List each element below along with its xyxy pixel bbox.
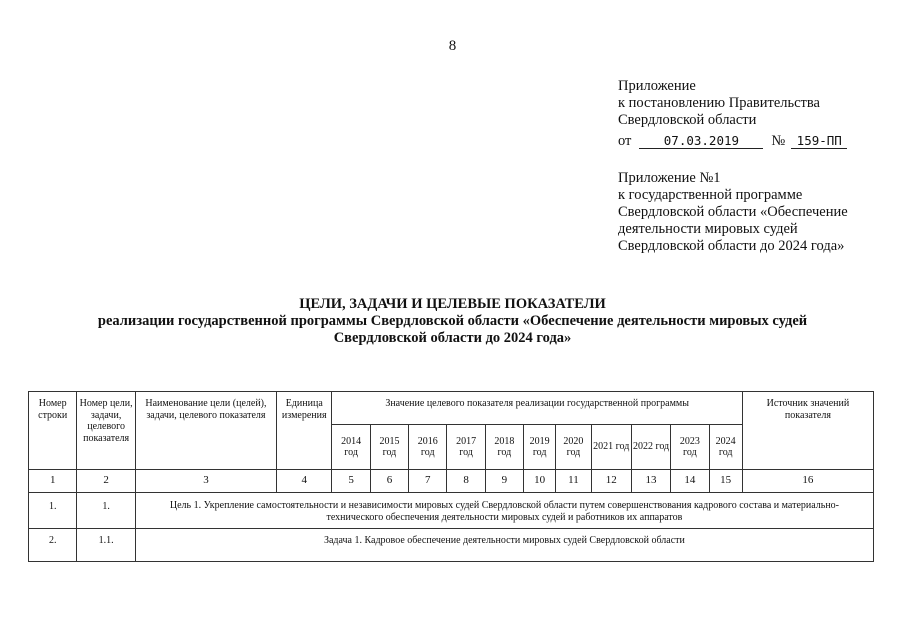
number-sign: № <box>771 133 786 149</box>
title-line: реализации государственной программы Свердловской области «Обеспечение деятельности мировых судей <box>97 313 808 329</box>
header-unit: Единица измерения <box>277 392 332 470</box>
year-cell: 2020 год <box>556 425 591 470</box>
appendix-resolution-line: к постановлению Правительства <box>618 95 820 111</box>
year-cell: 2023 год <box>671 425 709 470</box>
appendix-date-line <box>618 133 847 150</box>
table-row <box>29 529 874 562</box>
table-row <box>29 493 874 529</box>
appendix-program-line: Свердловской области до 2024 года» <box>618 238 845 254</box>
title-line: ЦЕЛИ, ЗАДАЧИ И ЦЕЛЕВЫЕ ПОКАЗАТЕЛИ <box>299 296 606 312</box>
column-number: 12 <box>591 470 631 493</box>
column-number: 5 <box>332 470 370 493</box>
appendix-region-line: Свердловской области <box>618 112 757 128</box>
date-prefix: от <box>618 133 632 149</box>
year-cell: 2014 год <box>332 425 370 470</box>
column-number: 14 <box>671 470 709 493</box>
column-number-row <box>29 470 874 493</box>
column-number: 2 <box>77 470 135 493</box>
header-row-number: Номер строки <box>29 392 77 470</box>
goal-text: Цель 1. Укрепление самостоятельности и независимости мировых судей Свердловской области путем совершенствования кадрового состава и материально-технического обеспечения деятельности мировых судей и работников их аппаратов <box>135 493 873 529</box>
column-number: 7 <box>409 470 447 493</box>
header-row <box>29 392 874 425</box>
resolution-number: 159-ПП <box>791 134 847 149</box>
title-line: Свердловской области до 2024 года» <box>333 330 572 346</box>
page-number: 8 <box>448 38 457 54</box>
column-number: 11 <box>556 470 591 493</box>
appendix-program-block <box>618 170 848 255</box>
column-number: 3 <box>135 470 276 493</box>
row-number: 2. <box>29 529 77 562</box>
appendix-program-line: деятельности мировых судей <box>618 221 798 237</box>
row-number: 1. <box>29 493 77 529</box>
column-number: 15 <box>709 470 742 493</box>
year-cell: 2017 год <box>447 425 485 470</box>
header-name: Наименование цели (целей), задачи, целевого показателя <box>135 392 276 470</box>
year-cell: 2018 год <box>485 425 523 470</box>
resolution-date: 07.03.2019 <box>639 134 763 149</box>
year-cell: 2016 год <box>409 425 447 470</box>
appendix-program-line: Свердловской области «Обеспечение <box>618 204 848 220</box>
column-number: 16 <box>742 470 873 493</box>
column-number: 1 <box>29 470 77 493</box>
appendix-resolution-block <box>618 78 847 150</box>
task-text: Задача 1. Кадровое обеспечение деятельности мировых судей Свердловской области <box>135 529 873 562</box>
year-cell: 2019 год <box>524 425 556 470</box>
year-cell: 2015 год <box>370 425 408 470</box>
column-number: 10 <box>524 470 556 493</box>
goals-table <box>28 391 874 562</box>
header-source: Источник значений показателя <box>742 392 873 470</box>
column-number: 4 <box>277 470 332 493</box>
header-goal-number: Номер цели, задачи, целевого показателя <box>77 392 135 470</box>
appendix-label: Приложение <box>618 78 696 94</box>
document-title <box>0 296 905 347</box>
column-number: 9 <box>485 470 523 493</box>
year-cell: 2021 год <box>591 425 631 470</box>
appendix-program-line: к государственной программе <box>618 187 803 203</box>
year-cell: 2022 год <box>631 425 670 470</box>
column-number: 13 <box>631 470 670 493</box>
column-number: 8 <box>447 470 485 493</box>
header-values-group: Значение целевого показателя реализации государственной программы <box>332 392 742 425</box>
column-number: 6 <box>370 470 408 493</box>
goal-number: 1. <box>77 493 135 529</box>
goal-number: 1.1. <box>77 529 135 562</box>
appendix-program-label: Приложение №1 <box>618 170 721 186</box>
year-cell: 2024 год <box>709 425 742 470</box>
